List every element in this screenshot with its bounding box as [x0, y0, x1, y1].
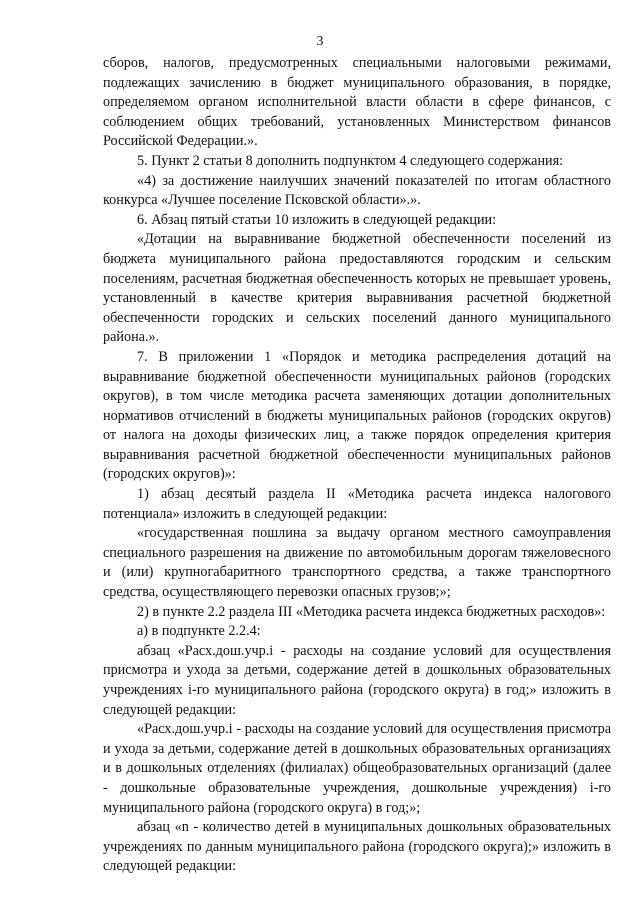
- paragraph-abzac-rash-old: абзац «Расх.дош.учр.i - расходы на создание условий для осуществления присмотра и ухода за детьми, содержание детей в дошкольных образовательных учреждениях i-го муниципального района (городского округа) в год;» изложить в следующей редакции:: [103, 642, 611, 718]
- paragraph-item-6: 6. Абзац пятый статьи 10 изложить в следующей редакции:: [137, 211, 497, 228]
- paragraph-item-7: 7. В приложении 1 «Порядок и методика распределения дотаций на выравнивание бюджетной обеспеченности муниципальных районов (городских округов), в том числе методика расчета заменяющих дотации дополнительных нормативов отчислений в бюджеты муниципальных районов (городских округов) от налога на доходы физических лиц, а также порядок определения критерия выравнивания расчетной бюджетной обеспеченности муниципальных районов (городских округов)»:: [103, 348, 611, 483]
- document-body: [103, 54, 611, 877]
- paragraph-quote-state-duty: «государственная пошлина за выдачу органом местного самоуправления специального разрешения на движение по автомобильным дорогам тяжеловесного и (или) крупногабаритного транспортного средства, а также транспортного средства, осуществляющего перевозки опасных грузов;»;: [103, 525, 611, 601]
- paragraph-item-5: 5. Пункт 2 статьи 8 дополнить подпунктом 4 следующего содержания:: [137, 152, 564, 169]
- paragraph-abzac-rash-new: «Расх.дош.учр.i - расходы на создание условий для осуществления присмотра и ухода за детьми, содержание детей в дошкольных образовательных организациях и в дошкольных отделениях (филиалах) общеобразовательных организаций (далее - дошкольные образовательные учреждения, дошкольные учреждения) i-го муниципального района (городского округа) в год;»;: [103, 721, 611, 816]
- paragraph-subitem-1: 1) абзац десятый раздела II «Методика расчета индекса налогового потенциала» изложить в следующей редакции:: [103, 486, 611, 522]
- paragraph-subitem-a: а) в подпункте 2.2.4:: [137, 623, 261, 640]
- paragraph-abzac-n: абзац «n - количество детей в муниципальных дошкольных образовательных учреждениях по данным муниципального района (городского округа);» изложить в следующей редакции:: [103, 819, 611, 875]
- paragraph-quote-subsidies: «Дотации на выравнивание бюджетной обеспеченности поселений из бюджета муниципального района предоставляются городским и сельским поселениям, расчетная бюджетная обеспеченность которых не превышает уровень, установленный в качестве критерия выравнивания расчетной бюджетной обеспеченности городских и сельских поселений данного муниципального района.».: [103, 231, 611, 346]
- paragraph-subpoint-4: «4) за достижение наилучших значений показателей по итогам областного конкурса «Лучшее поселение Псковской области».».: [103, 172, 611, 209]
- paragraph-continuation: сборов, налогов, предусмотренных специальными налоговыми режимами, подлежащих зачислению в бюджет муниципального образования, в порядке, определяемом органом исполнительной власти области в сфере финансов, с соблюдением общих требований, установленных Министерством финансов Российской Федерации.».: [103, 55, 611, 150]
- paragraph-subitem-2: 2) в пункте 2.2 раздела III «Методика расчета индекса бюджетных расходов»:: [137, 603, 606, 620]
- page-number: 3: [316, 34, 324, 49]
